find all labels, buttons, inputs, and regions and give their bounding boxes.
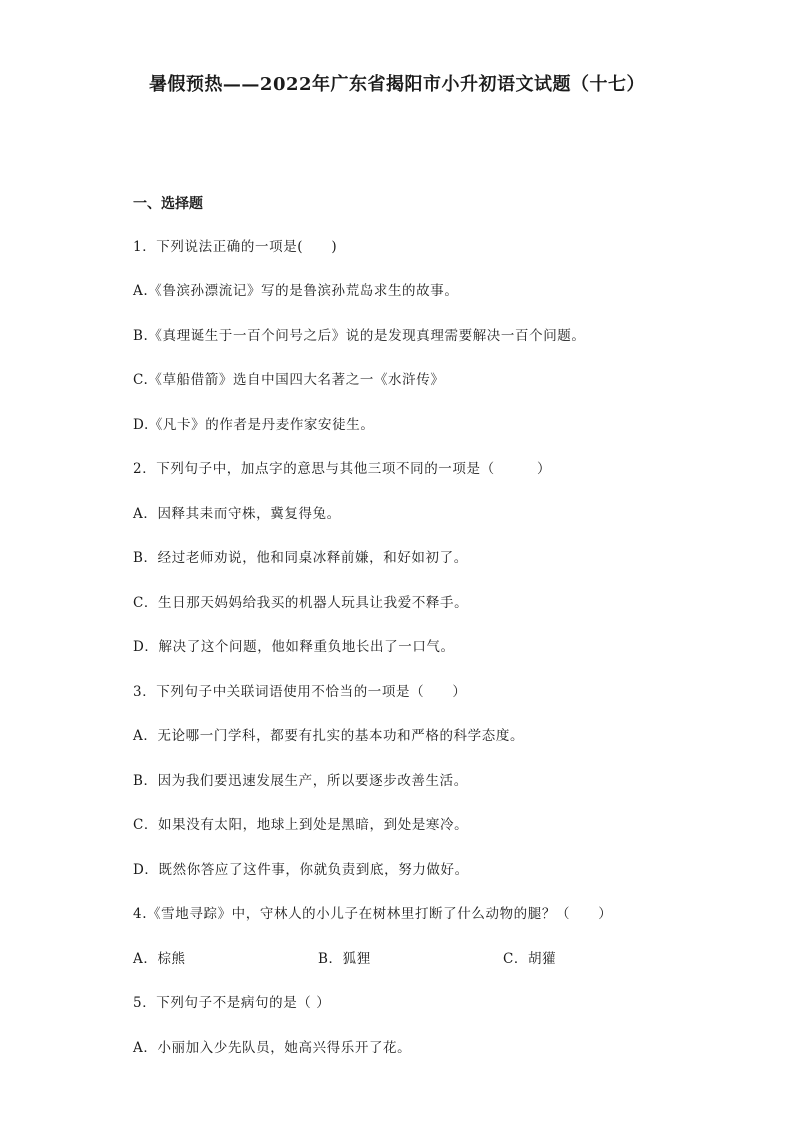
question-option: B．狐狸 [318, 951, 371, 967]
question-option: C．如果没有太阳，地球上到处是黑暗，到处是寒冷。 [133, 817, 469, 833]
question-stem: 5．下列句子不是病句的是（ ） [133, 995, 331, 1011]
question-option: A．棕熊 [133, 951, 186, 967]
question-stem: 4.《雪地寻踪》中，守林人的小儿子在树林里打断了什么动物的腿？（ ） [133, 906, 613, 922]
page-title: 暑假预热——2022年广东省揭阳市小升初语文试题（十七） [148, 74, 646, 95]
question-stem: 2．下列句子中，加点字的意思与其他三项不同的一项是（ ） [133, 461, 552, 477]
section-heading: 一、选择题 [133, 196, 203, 212]
question-option: B．经过老师劝说，他和同桌冰释前嫌，和好如初了。 [133, 550, 468, 566]
question-stem: 3．下列句子中关联词语使用不恰当的一项是（ ） [133, 684, 467, 700]
question-option: D．解决了这个问题，他如释重负地长出了一口气。 [133, 639, 455, 655]
question-option: D．既然你答应了这件事，你就负责到底，努力做好。 [133, 862, 469, 878]
question-option: D.《凡卡》的作者是丹麦作家安徒生。 [133, 417, 375, 433]
question-option: A．无论哪一门学科，都要有扎实的基本功和严格的科学态度。 [133, 728, 525, 744]
question-option: C．生日那天妈妈给我买的机器人玩具让我爱不释手。 [133, 595, 469, 611]
question-stem: 1．下列说法正确的一项是( ) [133, 239, 338, 255]
question-option: A.《鲁滨孙漂流记》写的是鲁滨孙荒岛求生的故事。 [133, 283, 459, 299]
question-option: C．胡獾 [503, 951, 557, 967]
question-option: A．因释其耒而守株，冀复得兔。 [133, 506, 341, 522]
question-option: B.《真理诞生于一百个问号之后》说的是发现真理需要解决一百个问题。 [133, 328, 586, 344]
question-option: B．因为我们要迅速发展生产，所以要逐步改善生活。 [133, 773, 468, 789]
question-option: C.《草船借箭》选自中国四大名著之一《水浒传》 [133, 372, 445, 388]
question-option: A．小丽加入少先队员，她高兴得乐开了花。 [133, 1040, 412, 1056]
